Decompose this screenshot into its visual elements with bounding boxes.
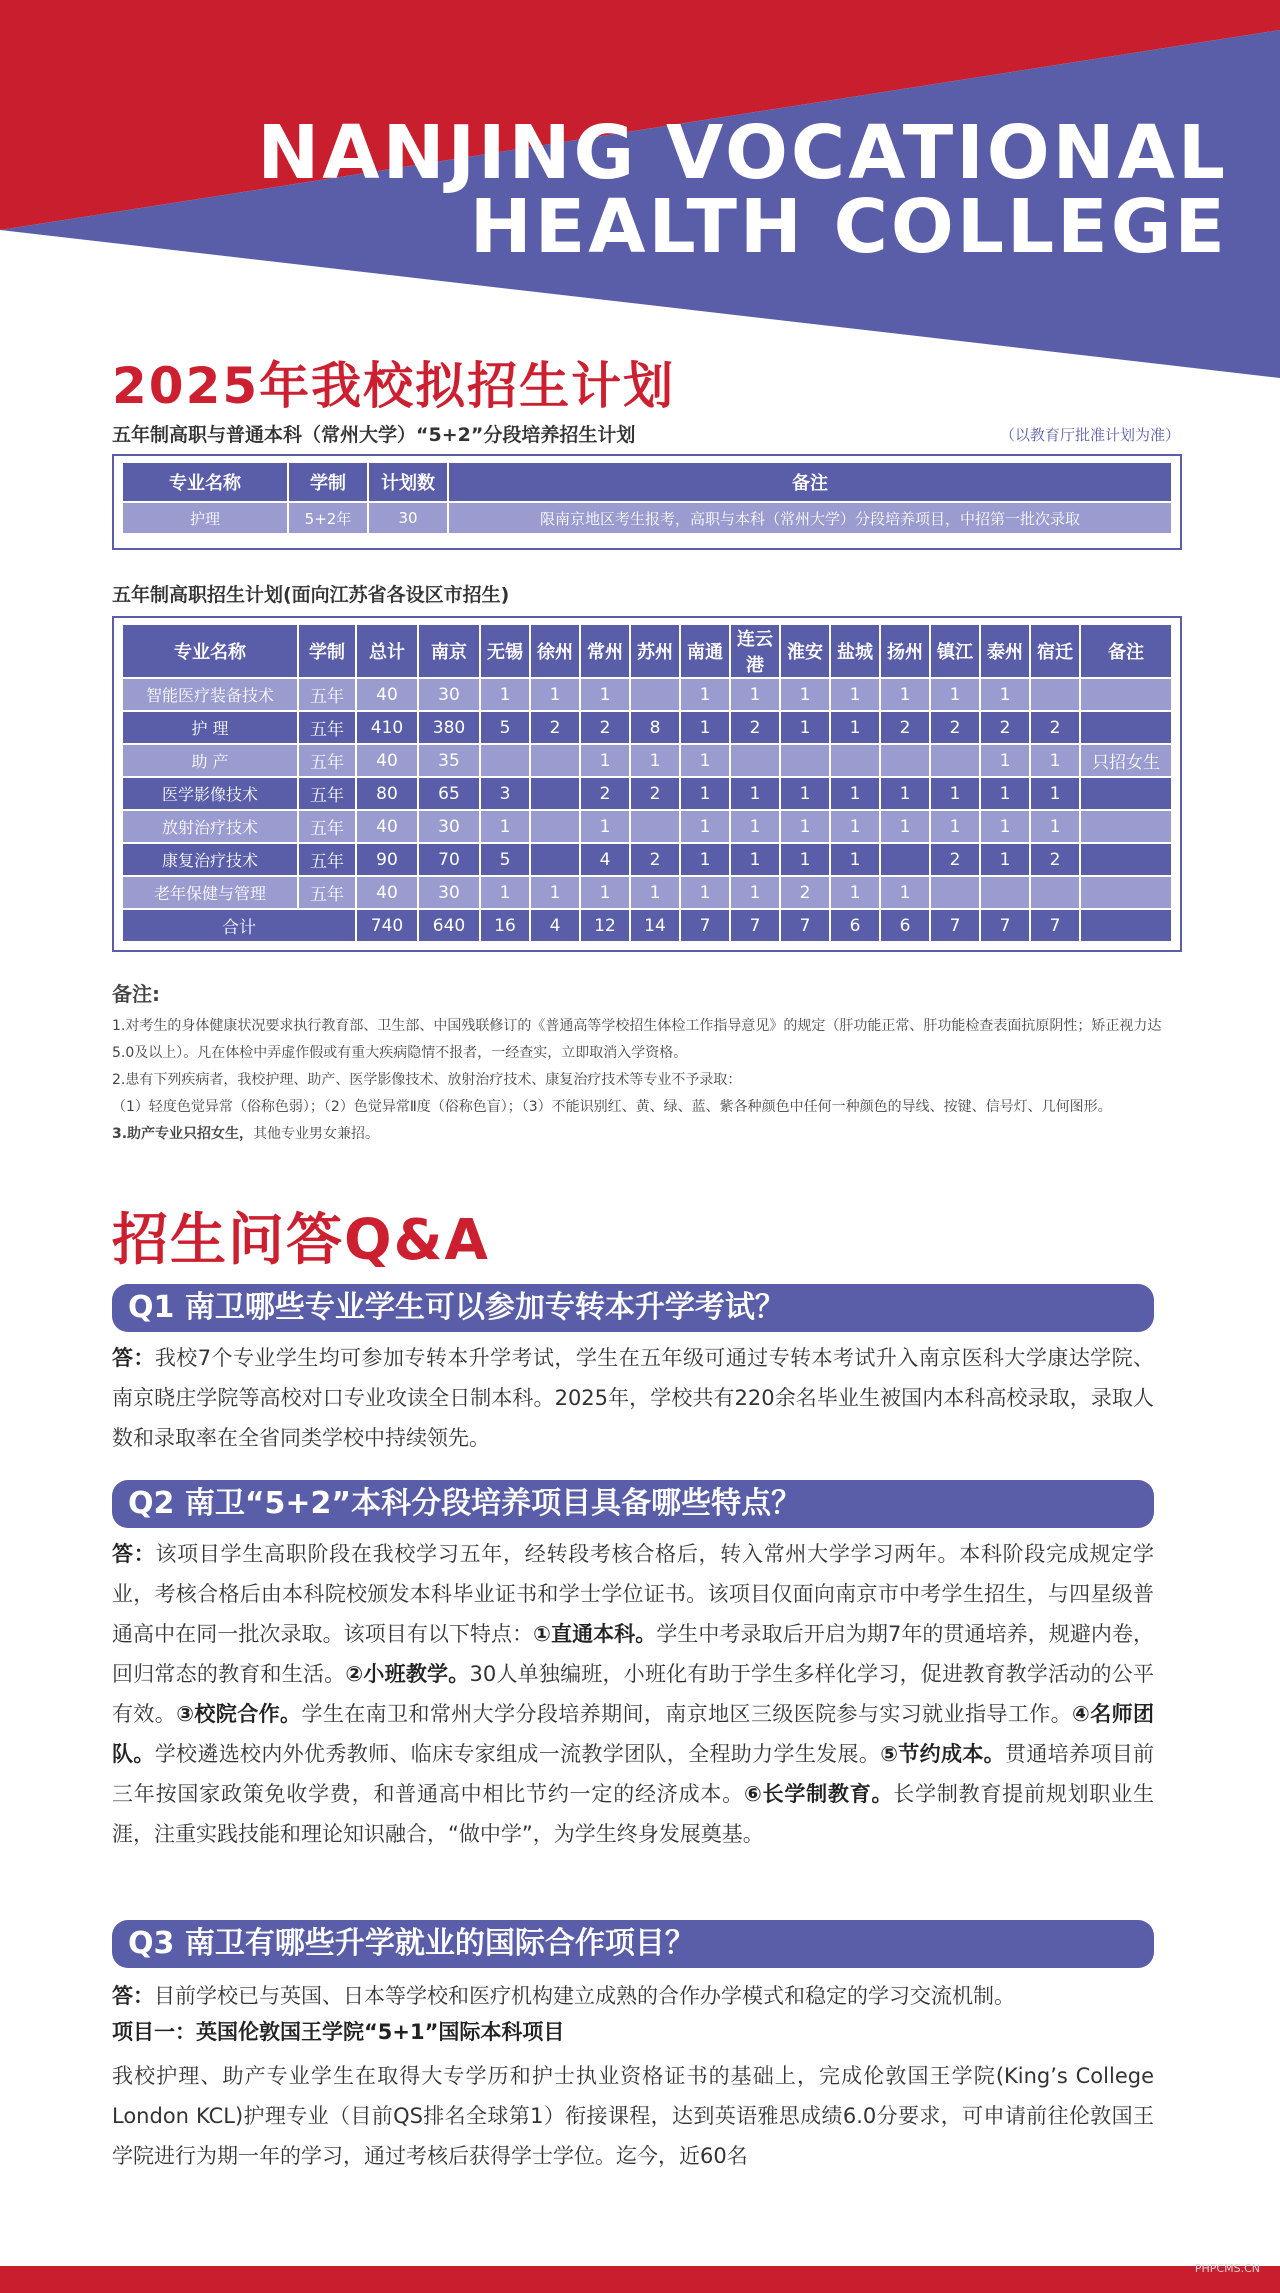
- table-cell: [530, 777, 580, 810]
- table-cell: 1: [680, 711, 730, 744]
- table-cell: 1: [530, 678, 580, 711]
- col-header: 镇江: [930, 624, 980, 678]
- table-cell: [530, 843, 580, 876]
- feature-label: ②小班教学。: [345, 1662, 470, 1686]
- q1-heading: Q1 南卫哪些专业学生可以参加专转本升学考试？: [112, 1284, 1154, 1332]
- col-header: 扬州: [880, 624, 930, 678]
- table-cell: 五年: [298, 678, 356, 711]
- table-cell: [930, 876, 980, 909]
- feature-label: ⑤节约成本。: [880, 1742, 1005, 1766]
- table-cell: 30: [368, 502, 448, 534]
- table-cell: [1080, 843, 1172, 876]
- table-cell: 1: [1030, 744, 1080, 777]
- table-cell: 1: [630, 876, 680, 909]
- table-cell: [1030, 876, 1080, 909]
- feature-text: 学校遴选校内外优秀教师、临床专家组成一流教学团队，全程助力学生发展。: [154, 1742, 881, 1766]
- table-cell: 2: [580, 711, 630, 744]
- table-cell: 40: [356, 810, 418, 843]
- table-cell: 1: [1030, 810, 1080, 843]
- table-cell: 五年: [298, 744, 356, 777]
- table-cell: 1: [580, 744, 630, 777]
- table-cell: 2: [1030, 843, 1080, 876]
- table-cell: 1: [930, 810, 980, 843]
- notes-section: [112, 978, 1182, 1148]
- note-bold: 3.助产专业只招女生，: [112, 1126, 254, 1142]
- table-cell: 65: [418, 777, 480, 810]
- table-cell: 1: [830, 711, 880, 744]
- table-cell: 2: [730, 711, 780, 744]
- col-header: 计划数: [368, 462, 448, 502]
- section1-note: （以教育厅批准计划为准）: [999, 426, 1180, 444]
- total-row: [122, 909, 1172, 942]
- table-cell: 1: [680, 843, 730, 876]
- table-cell: 2: [980, 711, 1030, 744]
- table-cell: 1: [830, 777, 880, 810]
- table-cell: 1: [680, 678, 730, 711]
- table-cell: 只招女生: [1080, 744, 1172, 777]
- total-label: 合计: [122, 909, 356, 942]
- q3-project-text: 我校护理、助产专业学生在取得大专学历和护士执业资格证书的基础上，完成伦敦国王学院(King’s College London KCL)护理专业（目前QS排名全球第1）衔接课程，达到英语雅思成绩6.0分要求，可申请前往伦敦国王学院进行为期一年的学习，通过考核后获得学士学位。迄今，近60名: [112, 2064, 1154, 2168]
- table-cell: 7: [680, 909, 730, 942]
- table-row: [122, 843, 1172, 876]
- feature-label: ①直通本科。: [533, 1622, 657, 1646]
- table-cell: 40: [356, 678, 418, 711]
- table-cell: 70: [418, 843, 480, 876]
- table-cell: 30: [418, 810, 480, 843]
- table-cell: 五年: [298, 777, 356, 810]
- table-cell: 2: [580, 777, 630, 810]
- feature-label: ③校院合作。: [176, 1702, 302, 1726]
- table-cell: 1: [980, 777, 1030, 810]
- note-line-3: （1）轻度色觉异常（俗称色弱）；（2）色觉异常Ⅱ度（俗称色盲）；（3）不能识别红、黄、绿、蓝、紫各种颜色中任何一种颜色的导线、按键、信号灯、几何图形。: [112, 1099, 1112, 1115]
- table-cell: 7: [730, 909, 780, 942]
- table-cell: 1: [830, 843, 880, 876]
- table-cell: 6: [830, 909, 880, 942]
- table-cell: [480, 744, 530, 777]
- table-cell: 1: [630, 744, 680, 777]
- table-cell: [1080, 909, 1172, 942]
- answer-label: 答：: [112, 1542, 156, 1566]
- table-cell: 1: [830, 876, 880, 909]
- table-cell: 7: [780, 909, 830, 942]
- q3-heading: Q3 南卫有哪些升学就业的国际合作项目？: [112, 1920, 1154, 1968]
- col-header: 南京: [418, 624, 480, 678]
- answer-text: 我校7个专业学生均可参加专转本升学考试，学生在五年级可通过专转本考试升入南京医科大学康达学院、南京晓庄学院等高校对口专业攻读全日制本科。2025年，学校共有220余名毕业生被国内本科高校录取，录取人数和录取率在全省同类学校中持续领先。: [112, 1346, 1155, 1450]
- watermark: PHPCMS.CN: [1194, 2262, 1260, 2275]
- col-header: 南通: [680, 624, 730, 678]
- answer-label: 答：: [112, 1346, 155, 1370]
- col-header: 苏州: [630, 624, 680, 678]
- table-cell: 1: [580, 678, 630, 711]
- table-row: [122, 876, 1172, 909]
- table-header-row: [122, 624, 1172, 678]
- table-cell: 五年: [298, 711, 356, 744]
- note-rest: 其他专业男女兼招。: [253, 1126, 380, 1142]
- table-cell: 3: [480, 777, 530, 810]
- table-5plus2-plan: [112, 454, 1182, 550]
- major-name: 医学影像技术: [122, 777, 298, 810]
- note-line-1: 1.对考生的身体健康状况要求执行教育部、卫生部、中国残联修订的《普通高等学校招生体检工作指导意见》的规定（肝功能正常、肝功能检查表面抗原阴性；矫正视力达5.0及以上）。凡在体检中弄虚作假或有重大疾病隐情不报者，一经查实，立即取消入学资格。: [112, 1018, 1162, 1061]
- table-cell: 五年: [298, 810, 356, 843]
- answer-label: 答：: [112, 1984, 154, 2008]
- table-cell: 1: [680, 810, 730, 843]
- table-cell: 1: [680, 744, 730, 777]
- table-cell: 8: [630, 711, 680, 744]
- table-cell: 1: [730, 843, 780, 876]
- q2-heading: Q2 南卫“5+2”本科分段培养项目具备哪些特点？: [112, 1480, 1154, 1528]
- answer-text: 目前学校已与英国、日本等学校和医疗机构建立成熟的合作办学模式和稳定的学习交流机制。: [154, 1984, 1015, 2008]
- qa-title: 招生问答Q&A: [112, 1208, 490, 1273]
- q1-answer: [112, 1338, 1154, 1458]
- table-cell: [730, 744, 780, 777]
- feature-text: 30人单独编班，小班化有助于学生多样化学习，促进教育教学活动的公平有效。: [112, 1662, 1154, 1726]
- table-cell: 1: [730, 777, 780, 810]
- table-cell: 1: [580, 876, 630, 909]
- table-cell: 1: [780, 810, 830, 843]
- table-cell: [830, 744, 880, 777]
- note-line-4: [112, 1121, 1182, 1148]
- table-cell: 14: [630, 909, 680, 942]
- table-cell: 1: [730, 678, 780, 711]
- answer-text: 该项目学生高职阶段在我校学习五年，经转段考核合格后，转入常州大学学习两年。本科阶段完成规定学业，考核合格后由本科院校颁发本科毕业证书和学士学位证书。该项目仅面向南京市中考学生招生，与四星级普通高中在同一批次录取。该项目有以下特点：: [112, 1542, 1155, 1646]
- table-cell: 1: [530, 876, 580, 909]
- table-cell: 2: [780, 876, 830, 909]
- footer-bar: [0, 2266, 1280, 2293]
- table-cell: [630, 678, 680, 711]
- table-cell: 1: [980, 810, 1030, 843]
- major-name: 智能医疗装备技术: [122, 678, 298, 711]
- table-cell: 1: [480, 876, 530, 909]
- col-header: 徐州: [530, 624, 580, 678]
- table-cell: 护理: [122, 502, 288, 534]
- major-name: 康复治疗技术: [122, 843, 298, 876]
- table-cell: 2: [930, 711, 980, 744]
- table-cell: 6: [880, 909, 930, 942]
- table-cell: 7: [980, 909, 1030, 942]
- table-cell: 1: [880, 678, 930, 711]
- col-header: 宿迁: [1030, 624, 1080, 678]
- table-cell: [630, 810, 680, 843]
- table-cell: [1080, 777, 1172, 810]
- col-header: 泰州: [980, 624, 1030, 678]
- table-cell: 1: [680, 777, 730, 810]
- table-cell: 1: [780, 711, 830, 744]
- col-header: 备注: [1080, 624, 1172, 678]
- table-row: [122, 502, 1172, 534]
- table-cell: 1: [880, 810, 930, 843]
- table-cell: 40: [356, 876, 418, 909]
- feature-label: ⑥长学制教育。: [743, 1782, 894, 1806]
- table-cell: 限南京地区考生报考，高职与本科（常州大学）分段培养项目，中招第一批次录取: [448, 502, 1172, 534]
- table-cell: 12: [580, 909, 630, 942]
- table-cell: 1: [780, 777, 830, 810]
- section1-subtitle: 五年制高职与普通本科（常州大学）“5+2”分段培养招生计划: [112, 424, 636, 446]
- table-cell: 1: [930, 777, 980, 810]
- table-cell: 35: [418, 744, 480, 777]
- table-cell: 五年: [298, 843, 356, 876]
- table-row: [122, 678, 1172, 711]
- table-cell: 2: [880, 711, 930, 744]
- table-cell: [780, 744, 830, 777]
- table-5year-plan: [112, 616, 1182, 952]
- table-cell: 1: [680, 876, 730, 909]
- major-name: 护 理: [122, 711, 298, 744]
- feature-label: ④名师团队。: [112, 1702, 1155, 1766]
- table-cell: [980, 876, 1030, 909]
- table-cell: 2: [630, 777, 680, 810]
- table-cell: 410: [356, 711, 418, 744]
- note-line-2: 2.患有下列疾病者，我校护理、助产、医学影像技术、放射治疗技术、康复治疗技术等专业不予录取：: [112, 1072, 742, 1088]
- table-cell: 2: [1030, 711, 1080, 744]
- table-cell: 1: [880, 876, 930, 909]
- table-cell: 5: [480, 711, 530, 744]
- table-cell: 1: [830, 678, 880, 711]
- table-cell: 2: [930, 843, 980, 876]
- major-name: 老年保健与管理: [122, 876, 298, 909]
- table-cell: [880, 843, 930, 876]
- table-5plus2: [121, 461, 1173, 535]
- table-cell: [880, 744, 930, 777]
- table-cell: 2: [530, 711, 580, 744]
- table-cell: 五年: [298, 876, 356, 909]
- table-cell: 1: [930, 678, 980, 711]
- table-cell: [1080, 876, 1172, 909]
- table-cell: 1: [480, 678, 530, 711]
- table-cell: 16: [480, 909, 530, 942]
- table-cell: 1: [980, 744, 1030, 777]
- col-header: 专业名称: [122, 624, 298, 678]
- feature-text: 学生中考录取后开启为期7年的贯通培养，规避内卷，回归常态的教育和生活。: [112, 1622, 1155, 1686]
- col-header: 淮安: [780, 624, 830, 678]
- table-row: [122, 777, 1172, 810]
- table-cell: 1: [980, 678, 1030, 711]
- table-cell: 1: [730, 810, 780, 843]
- table-cell: 1: [830, 810, 880, 843]
- col-header: 无锡: [480, 624, 530, 678]
- table-cell: 1: [780, 843, 830, 876]
- col-header: 备注: [448, 462, 1172, 502]
- table-cell: 30: [418, 678, 480, 711]
- notes-title: 备注:: [112, 982, 160, 1006]
- table-row: [122, 711, 1172, 744]
- table-cell: [1080, 810, 1172, 843]
- college-name-line1: NANJING VOCATIONAL: [257, 110, 1228, 196]
- q2-answer: [112, 1534, 1154, 1854]
- section2-subtitle: 五年制高职招生计划(面向江苏省各设区市招生): [112, 584, 510, 606]
- feature-text: 学生在南卫和常州大学分段培养期间，南京地区三级医院参与实习就业指导工作。: [301, 1702, 1073, 1726]
- header-banner: [0, 0, 1280, 380]
- table-cell: 7: [1030, 909, 1080, 942]
- table-cell: 7: [930, 909, 980, 942]
- feature-text: 长学制教育提前规划职业生涯，注重实践技能和理论知识融合，“做中学”，为学生终身发展奠基。: [112, 1782, 1155, 1846]
- table-cell: 2: [630, 843, 680, 876]
- table-row: [122, 744, 1172, 777]
- table-cell: [530, 744, 580, 777]
- feature-text: 贯通培养项目前三年按国家政策免收学费，和普通高中相比节约一定的经济成本。: [112, 1742, 1155, 1806]
- table-header-row: [122, 462, 1172, 502]
- q3-project-title: 项目一：英国伦敦国王学院“5+1”国际本科项目: [112, 2020, 565, 2044]
- table-cell: 1: [880, 777, 930, 810]
- table-cell: 40: [356, 744, 418, 777]
- table-cell: [930, 744, 980, 777]
- table-cell: [1080, 711, 1172, 744]
- table-cell: 4: [530, 909, 580, 942]
- col-header: 总计: [356, 624, 418, 678]
- table-cell: 1: [580, 810, 630, 843]
- col-header: 学制: [298, 624, 356, 678]
- table-cell: 380: [418, 711, 480, 744]
- col-header: 连云港: [730, 624, 780, 678]
- table-cell: 740: [356, 909, 418, 942]
- q3-answer: [112, 1976, 1154, 2016]
- col-header: 专业名称: [122, 462, 288, 502]
- col-header: 盐城: [830, 624, 880, 678]
- plan-title: 2025年我校拟招生计划: [112, 357, 676, 415]
- table-cell: 90: [356, 843, 418, 876]
- table-cell: 640: [418, 909, 480, 942]
- table-cell: 1: [1030, 777, 1080, 810]
- table-cell: 80: [356, 777, 418, 810]
- table-cell: 4: [580, 843, 630, 876]
- table-row: [122, 810, 1172, 843]
- col-header: 学制: [288, 462, 368, 502]
- table-cell: 1: [980, 843, 1030, 876]
- table-cell: 1: [780, 678, 830, 711]
- col-header: 常州: [580, 624, 630, 678]
- college-name-line2: HEALTH COLLEGE: [469, 184, 1228, 270]
- table-cell: [1030, 678, 1080, 711]
- table-cell: [530, 810, 580, 843]
- table-cell: 30: [418, 876, 480, 909]
- major-name: 助 产: [122, 744, 298, 777]
- table-5year: [121, 623, 1173, 943]
- table-cell: 1: [730, 876, 780, 909]
- major-name: 放射治疗技术: [122, 810, 298, 843]
- table-cell: 1: [480, 810, 530, 843]
- table-cell: 5: [480, 843, 530, 876]
- table-cell: 5+2年: [288, 502, 368, 534]
- table-cell: [1080, 678, 1172, 711]
